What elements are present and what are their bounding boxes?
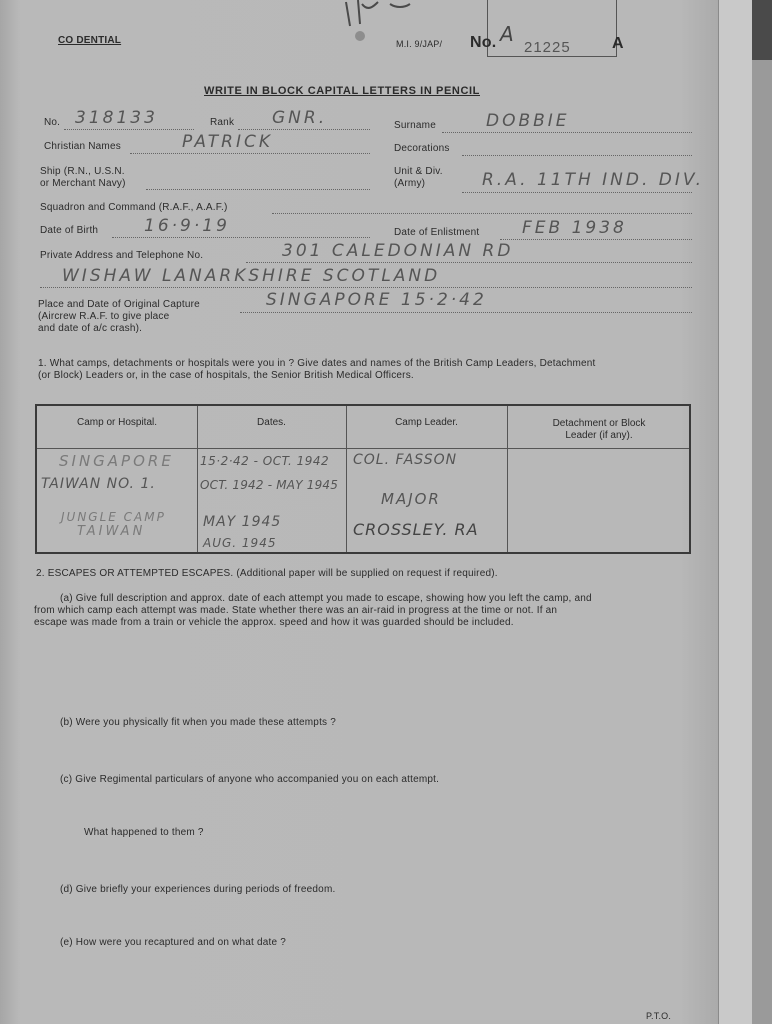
rank-value: GNR.	[272, 108, 328, 128]
no-value: 318133	[75, 108, 158, 128]
capture-value: SINGAPORE 15·2·42	[266, 290, 487, 310]
underlying-page-edge-dark	[752, 60, 772, 1024]
question2c: (c) Give Regimental particulars of anyone who accompanied you on each attempt.	[60, 774, 440, 785]
question2b: (b) Were you physically fit when you made these attempts ?	[60, 717, 336, 728]
dates-cell: OCT. 1942 - MAY 1945	[200, 478, 339, 492]
underlying-page-edge	[718, 0, 753, 1024]
capture-label-line2: (Aircrew R.A.F. to give place	[38, 311, 170, 322]
column-header-leader: Camp Leader.	[395, 417, 458, 428]
rank-label: Rank	[210, 117, 235, 128]
camp-cell: JUNGLE CAMP	[61, 510, 166, 524]
column-header-dates: Dates.	[257, 417, 286, 428]
ship-label-line2: or Merchant Navy)	[40, 178, 126, 189]
question2a-line3: escape was made from a train or vehicle the approx. speed and how it was guarded should be included.	[34, 617, 514, 628]
column-header-detachment-line2: Leader (if any).	[565, 430, 633, 441]
date-of-birth-label: Date of Birth	[40, 225, 99, 236]
column-header-camp: Camp or Hospital.	[76, 417, 158, 428]
camp-cell: TAIWAN NO. 1.	[41, 476, 156, 492]
address-value-line2: WISHAW LANARKSHIRE SCOTLAND	[62, 266, 441, 286]
number-prefix: No.	[470, 34, 497, 51]
camp-table	[35, 404, 691, 554]
surname-value: DOBBIE	[486, 111, 570, 131]
christian-names-value: PATRICK	[182, 132, 274, 152]
page-turn-note: P.T.O.	[646, 1011, 672, 1021]
question1-line2: (or Block) Leaders or, in the case of hospitals, the Senior British Medical Officers.	[38, 370, 414, 381]
leader-cell: MAJOR	[381, 490, 441, 508]
question1-line1: 1. What camps, detachments or hospitals were you in ? Give dates and names of the British Camp Leaders, Detachment	[38, 358, 596, 369]
dates-cell: 15·2·42 - OCT. 1942	[200, 454, 330, 468]
enlistment-value: FEB 1938	[522, 218, 627, 238]
confidential-label: CO DENTIAL	[58, 35, 122, 46]
dates-cell: MAY 1945	[203, 514, 282, 530]
instruction-heading: WRITE IN BLOCK CAPITAL LETTERS IN PENCIL	[204, 85, 480, 97]
squadron-label: Squadron and Command (R.A.F., A.A.F.)	[40, 202, 228, 213]
unit-label-line1: Unit & Div.	[394, 166, 443, 177]
address-label: Private Address and Telephone No.	[40, 250, 204, 261]
question2e: (e) How were you recaptured and on what date ?	[60, 937, 286, 948]
no-label: No.	[44, 117, 61, 128]
unit-value: R.A. 11TH IND. DIV.	[482, 170, 704, 190]
stamp-letter: A	[500, 22, 517, 46]
form-reference: M.I. 9/JAP/	[396, 39, 443, 49]
surname-label: Surname	[394, 120, 436, 131]
question2-title: 2. ESCAPES OR ATTEMPTED ESCAPES. (Additional paper will be supplied on request if required).	[36, 568, 498, 579]
question2d: (d) Give briefly your experiences during periods of freedom.	[60, 884, 336, 895]
background-corner	[752, 0, 772, 60]
question2c-subquestion: What happened to them ?	[84, 827, 204, 838]
column-header-detachment: Detachment or Block	[552, 418, 646, 429]
capture-label-line1: Place and Date of Original Capture	[38, 299, 200, 310]
pen-scribble-mark	[338, 0, 418, 44]
question2a-line1: (a) Give full description and approx. date of each attempt you made to escape, showing how you left the camp, and	[60, 593, 592, 604]
leader-cell: CROSSLEY. RA	[353, 520, 479, 539]
date-of-birth-value: 16·9·19	[144, 216, 230, 236]
camp-cell: SINGAPORE	[59, 452, 174, 470]
ship-label-line1: Ship (R.N., U.S.N.	[40, 166, 125, 177]
dates-cell: AUG. 1945	[203, 536, 277, 550]
capture-label-line3: and date of a/c crash).	[38, 323, 143, 334]
form-number: 21225	[524, 39, 571, 56]
decorations-label: Decorations	[394, 143, 450, 154]
enlistment-label: Date of Enlistment	[394, 227, 480, 238]
form-suffix: A	[612, 35, 624, 52]
leader-cell: COL. FASSON	[353, 452, 458, 468]
camp-cell: TAIWAN	[77, 524, 146, 539]
address-value-line1: 301 CALEDONIAN RD	[282, 241, 514, 261]
question2a-line2: from which camp each attempt was made. State whether there was an air-raid in progress at the time or not. If an	[34, 605, 558, 616]
christian-names-label: Christian Names	[44, 141, 121, 152]
unit-label-line2: (Army)	[394, 178, 426, 189]
